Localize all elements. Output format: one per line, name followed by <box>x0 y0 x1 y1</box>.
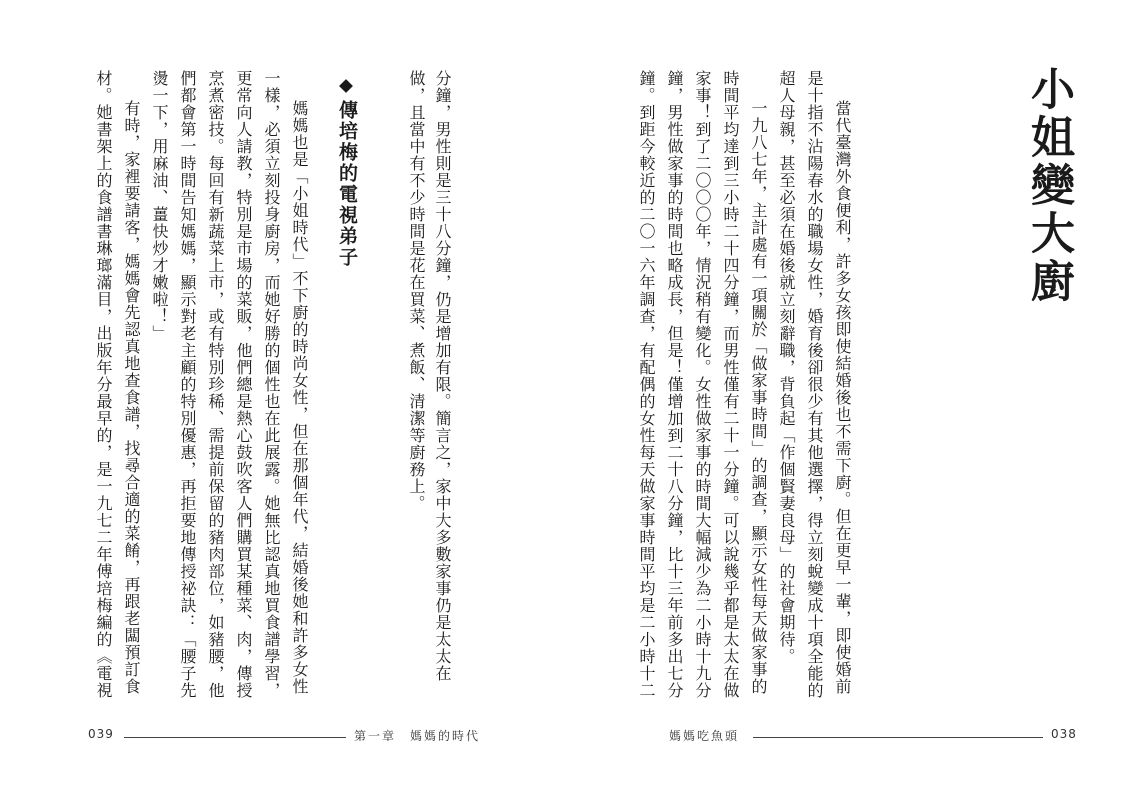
text-column: 媽媽也是「小姐時代」不下廚的時尚女性，但在那個年代，結婚後她和許多女性 <box>290 100 309 695</box>
text-column: 燙一下，用麻油、薑快炒才嫩啦！」 <box>150 70 169 342</box>
text-column: 烹煮密技。每回有新蔬菜上市，或有特別珍稀、需提前保留的豬肉部位，如豬腰，他 <box>206 70 225 699</box>
text-column: 時間平均達到三小時二十四分鐘，而男性僅有二十一分鐘。可以說幾乎都是太太在做 <box>721 70 740 699</box>
text-column: 當代臺灣外食便利，許多女孩即使結婚後也不需下廚。但在更早一輩，即使婚前 <box>833 100 852 695</box>
section-heading: 傳培梅的電視弟子 <box>336 100 358 268</box>
text-column: 材。她書架上的食譜書琳瑯滿目，出版年分最早的，是一九七二年傅培梅編的《電視 <box>94 70 113 699</box>
diamond-bullet-icon <box>339 79 353 93</box>
running-header-book-title: 媽媽吃魚頭 <box>669 729 740 743</box>
chapter-title: 小姐變大廚 <box>1023 66 1074 306</box>
text-column: 一樣，必須立刻投身廚房，而她好勝的個性也在此展露。她無比認真地買食譜學習， <box>262 70 281 699</box>
text-column: 鐘，男性做家事的時間也略成長，但是！僅增加到二十八分鐘，比十三年前多出七分 <box>665 70 684 699</box>
page-footer <box>88 727 481 747</box>
left-page <box>0 0 563 800</box>
right-page <box>563 0 1127 800</box>
text-column: 分鐘，男性則是三十八分鐘，仍是增加有限。簡言之，家中大多數家事仍是太太在 <box>433 70 452 682</box>
text-column: 是十指不沾陽春水的職場女性，婚育後卻很少有其他選擇，得立刻蛻變成十項全能的 <box>805 70 824 699</box>
text-column: 做，且當中有不少時間是花在買菜、煮飯、清潔等廚務上。 <box>407 70 426 512</box>
text-column: 有時，家裡要請客，媽媽會先認真地查食譜，找尋合適的菜餚，再跟老闆預訂食 <box>122 100 141 695</box>
text-column: 超人母親，甚至必須在婚後就立刻辭職，背負起「作個賢妻良母」的社會期待。 <box>777 70 796 665</box>
footer-rule <box>124 737 346 738</box>
text-column: 家事！到了二〇〇〇年，情況稍有變化。女性做家事的時間大幅減少為二小時十九分 <box>693 70 712 699</box>
page-footer <box>669 727 1079 747</box>
text-column: 更常向人請教，特別是市場的菜販，他們總是熱心鼓吹客人們購買某種菜、肉，傳授 <box>234 70 253 699</box>
running-header-chapter: 第一章 媽媽的時代 <box>354 729 481 743</box>
text-column: 一九八七年，主計處有一項關於「做家事時間」的調查，顯示女性每天做家事的 <box>749 100 768 695</box>
text-column: 們都會第一時間告知媽媽，顯示對老主顧的特別優惠，再拒要地傳授祕訣：「腰子先 <box>178 70 197 699</box>
text-column: 鐘。到距今較近的二〇一六年調查，有配偶的女性每天做家事時間平均是二小時十二 <box>637 70 656 699</box>
footer-rule <box>753 737 1043 738</box>
page-number: 039 <box>88 727 114 741</box>
page-number: 038 <box>1051 727 1077 741</box>
